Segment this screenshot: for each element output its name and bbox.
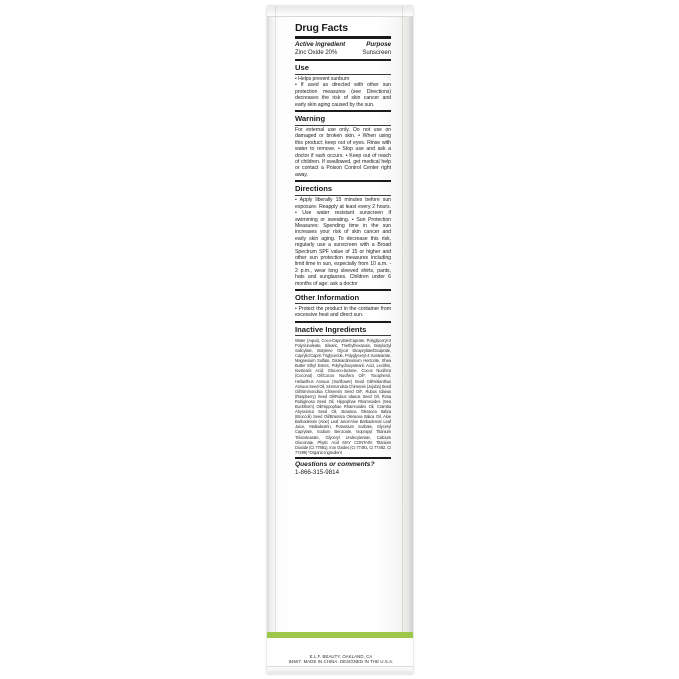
sunscreen-carton: [267, 6, 413, 674]
divider-med-1: [295, 59, 391, 61]
carton-right-fold-edge: [402, 6, 403, 674]
directions-heading: Directions: [295, 184, 333, 194]
divider-med-2: [295, 110, 391, 112]
divider-med-3: [295, 180, 391, 182]
footer-line-1: E.L.F. BEAUTY, OAKLAND, CA: [309, 653, 373, 659]
divider-thin-4: [295, 303, 391, 304]
footer-line-2: 94607. MADE IN CHINA. DESIGNED IN THE U.S.A.: [288, 659, 394, 665]
active-ingredient-value: Zinc Oxide 20%: [295, 50, 338, 56]
divider-med-4: [295, 289, 391, 291]
questions-phone: 1-866-315-9814: [295, 468, 340, 476]
inactive-ingredients-text: Water (Aqua), Coco-Caprylate/Caprate, Polyglyceryl-3 Polyricinoleate, Silearic, Triethylhexanoin, Butyloctyl Salicylate, Butylene Glycol Dicaprylate/Dicaprate, Caprylic/Capric Triglyceride, Polyglyceryl-4 Isostearate, Magnesium Sulfate, Disteardimonium Hectorite, Shea Butter Ethyl Esters, Polyhydroxystearic Acid, Lecithin, Isostearic Acid, Glucono-lactone, Cocos Nucifera (Coconut) Oil/Cocos Nucifera Oil*, Tocopherol, Helianthus Annuus (Sunflower) Seed Oil/Helianthus Annuus Seed Oil, Simmondsia Chinensis (Jojoba) Seed Oil/Simmondsia Chinensis Seed Oil*, Rubus Idaeus (Raspberry) Seed Oil/Rubus Idaeus Seed Oil, Rosa Rubiginosa Seed Oil, Hippophae Rhamnoides (Sea Buckthorn) Oil/Hippophae Rhamnoides Oil, Cramba Abyssinica Seed Oil, Brassica Oleracea Italica (Broccoli) Seed Oil/Brassica Oleracea Italica Oil, Aloe Barbadensis (Aloe) Leaf Juice/Aloe Barbadensis Leaf Juice, Maltodextrin, Potassium Sorbate, Glyceryl Caprylate, Sodium Benzoate, Isopropyl Titanium Triisostearate, Glyceryl Undecylenate, Calcium Gluconate, Phytic Acid MAY CONTAIN: Titanium Dioxide (CI 77891), Iron Oxides (CI 77491, CI 77492, CI 77499) *Organic Ingredient: [295, 337, 391, 455]
divider-thin-1: [295, 74, 391, 75]
inactive-ingredients-heading: Inactive Ingredients: [295, 324, 367, 334]
carton-bottom-flap: [267, 666, 413, 674]
manufacturer-footer: [285, 654, 397, 665]
divider-thin-5: [295, 335, 391, 336]
divider-thin-3: [295, 195, 391, 196]
drug-facts-panel: [295, 22, 391, 477]
other-information-text: • Protect the product in the container from excessive heat and direct sun.: [295, 305, 391, 319]
directions-text: • Apply liberally 15 minutes before sun exposure. Reapply at least every 2 hours. • Use water resistant sunscreen if swimming or sweating. • Sun Protection Measures: Spending time in the sun increases your risk of skin cancer and early skin aging. To decrease this risk, regularly use a sunscreen with a Broad Spectrum SPF value of 15 or higher and other sun protection measures including limit time in sun, especially from 10 a.m. - 2 p.m., wear long sleeved shirts, pants, hats and sunglasses. Children under 6 months of age: ask a doctor: [295, 197, 391, 287]
carton-top-flap: [267, 6, 413, 17]
use-item-2: • If used as directed with other sun protection measures (see Directions) decreases the risk of skin cancer and early skin aging caused by the sun.: [295, 82, 391, 108]
other-information-heading: Other Information: [295, 292, 360, 302]
divider-heavy-1: [295, 36, 391, 39]
purpose-value: Sunscreen: [362, 50, 391, 56]
purpose-header: Purpose: [366, 41, 391, 48]
warning-heading: Warning: [295, 114, 326, 124]
use-heading: Use: [295, 63, 309, 72]
drug-facts-title: Drug Facts: [295, 22, 348, 34]
active-ingredient-column-headers: [295, 41, 391, 49]
active-ingredient-header: Active ingredient: [295, 41, 346, 48]
questions-heading: Questions or comments?: [295, 460, 375, 468]
divider-med-5: [295, 321, 391, 323]
divider-thin-2: [295, 125, 391, 126]
use-item-1: • Helps prevent sunburn: [295, 76, 350, 82]
active-ingredient-row: [295, 49, 391, 57]
warning-text: For external use only. Do not use on damaged or broken skin. • When using this product: keep out of eyes. Rinse with water to remove. • Stop use and ask a doctor if rash occurs. • Keep out of reach of children. If swallowed, get medical help or contact a Poison Control Center right away.: [295, 127, 391, 178]
carton-left-fold-edge: [275, 6, 276, 674]
divider-med-6: [295, 457, 391, 459]
